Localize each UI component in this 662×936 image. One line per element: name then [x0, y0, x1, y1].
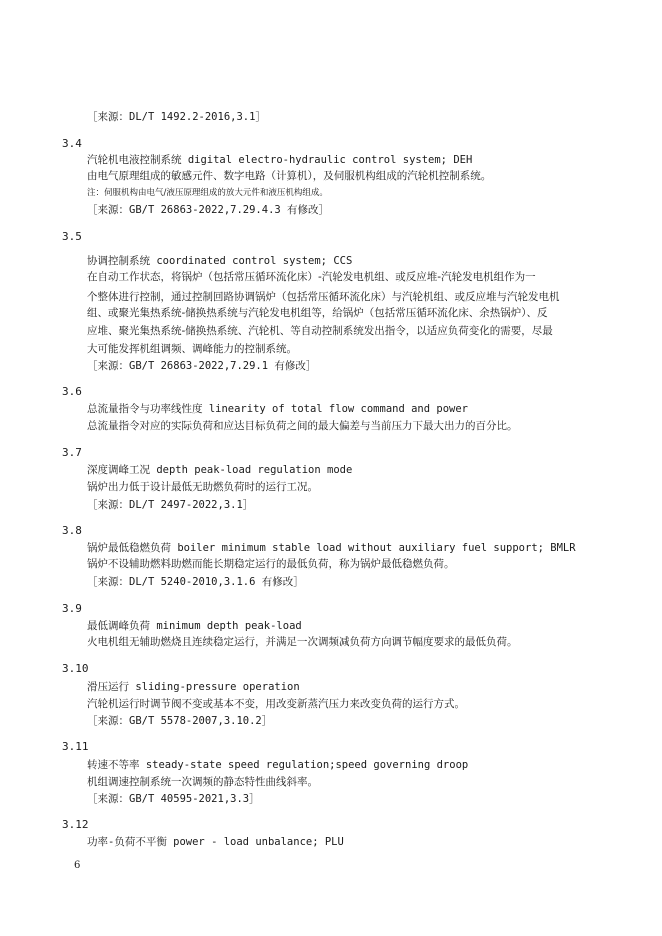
- source-citation: ［来源：DL/T 1492.2-2016,3.1］: [87, 111, 266, 123]
- page-number: 6: [74, 860, 81, 871]
- term-heading: 深度调峰工况 depth peak-load regulation mode: [87, 464, 353, 476]
- source-citation: ［来源：GB/T 26863-2022,7.29.1 有修改］: [87, 360, 317, 372]
- term-heading: 滑压运行 sliding-pressure operation: [87, 681, 300, 693]
- source-citation: ［来源：GB/T 5578-2007,3.10.2］: [87, 715, 273, 727]
- clause-number: 3.7: [62, 446, 82, 459]
- definition-text: 个整体进行控制，通过控制回路协调锅炉（包括常压循环流化床）与汽轮机组、或反应堆与汽轮发电机: [87, 291, 560, 303]
- clause-number: 3.12: [62, 818, 89, 831]
- clause-number: 3.5: [62, 230, 82, 243]
- definition-text: 组、或聚光集热系统-储换热系统与汽轮发电机组等，给锅炉（包括常压循环流化床、余热锅炉）、反: [87, 307, 548, 319]
- term-heading: 协调控制系统 coordinated control system; CCS: [87, 255, 353, 267]
- term-heading: 总流量指令与功率线性度 linearity of total flow command and power: [87, 403, 469, 415]
- definition-text: 汽轮机运行时调节阀不变或基本不变，用改变新蒸汽压力来改变负荷的运行方式。: [87, 698, 465, 710]
- clause-number: 3.4: [62, 137, 82, 150]
- term-heading: 转速不等率 steady-state speed regulation;speed governing droop: [87, 759, 469, 771]
- source-citation: ［来源：DL/T 5240-2010,3.1.6 有修改］: [87, 576, 304, 588]
- source-citation: ［来源：GB/T 40595-2021,3.3］: [87, 793, 260, 805]
- source-citation: ［来源：DL/T 2497-2022,3.1］: [87, 499, 254, 511]
- definition-text: 机组调速控制系统一次调频的静态特性曲线斜率。: [87, 776, 318, 788]
- clause-number: 3.10: [62, 662, 89, 675]
- definition-text: 应堆、聚光集热系统-储换热系统、汽轮机、等自动控制系统发出指令，以适应负荷变化的需要，尽最: [87, 325, 553, 337]
- term-heading: 汽轮机电液控制系统 digital electro-hydraulic control system; DEH: [87, 154, 473, 166]
- definition-text: 锅炉不设辅助燃料助燃而能长期稳定运行的最低负荷，称为锅炉最低稳燃负荷。: [87, 558, 455, 570]
- clause-number: 3.9: [62, 602, 82, 615]
- definition-text: 锅炉出力低于设计最低无助燃负荷时的运行工况。: [87, 481, 318, 493]
- term-heading: 锅炉最低稳燃负荷 boiler minimum stable load without auxiliary fuel support; BMLR: [87, 542, 576, 554]
- definition-text: 大可能发挥机组调频、调峰能力的控制系统。: [87, 343, 297, 355]
- definition-text: 火电机组无辅助燃烧且连续稳定运行，并满足一次调频减负荷方向调节幅度要求的最低负荷。: [87, 636, 518, 648]
- definition-text: 由电气原理组成的敏感元件、数字电路（计算机），及伺服机构组成的汽轮机控制系统。: [87, 170, 492, 182]
- clause-number: 3.6: [62, 385, 82, 398]
- source-citation: ［来源：GB/T 26863-2022,7.29.4.3 有修改］: [87, 204, 330, 216]
- note-text: 注：伺服机构由电气/液压原理组成的放大元件和液压机构组成。: [87, 188, 328, 198]
- term-heading: 功率-负荷不平衡 power - load unbalance; PLU: [87, 836, 344, 848]
- clause-number: 3.8: [62, 524, 82, 537]
- term-heading: 最低调峰负荷 minimum depth peak-load: [87, 620, 302, 632]
- definition-text: 在自动工作状态，将锅炉（包括常压循环流化床）-汽轮发电机组、或反应堆-汽轮发电机组作为一: [87, 271, 536, 283]
- definition-text: 总流量指令对应的实际负荷和应达目标负荷之间的最大偏差与当前压力下最大出力的百分比。: [87, 420, 518, 432]
- clause-number: 3.11: [62, 740, 89, 753]
